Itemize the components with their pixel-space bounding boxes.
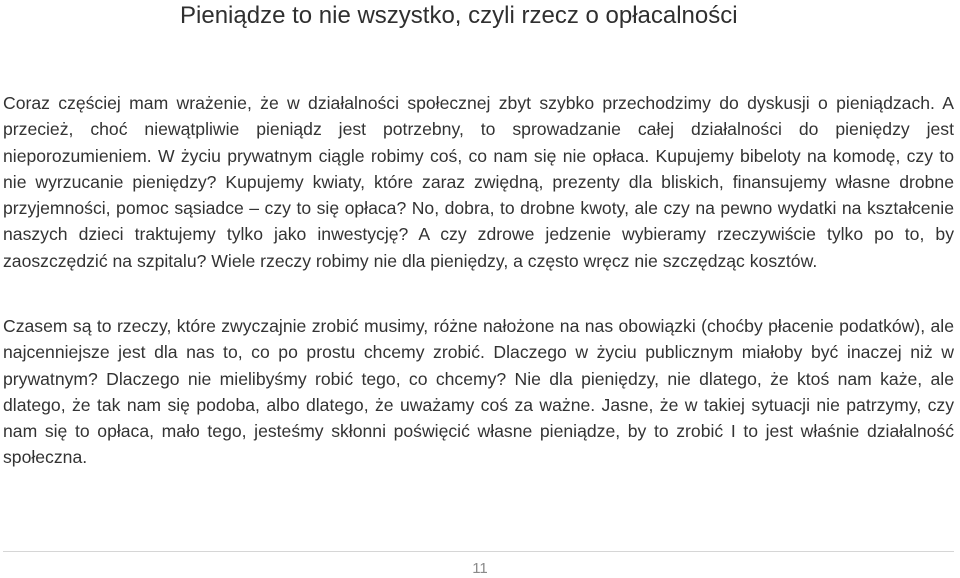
paragraph-2: Czasem są to rzeczy, które zwyczajnie zrobić musimy, różne nałożone na nas obowiązki (choćby płacenie podatków), ale najcenniejsze jest dla nas to, co po prostu chcemy zrobić. Dlaczego w życiu publicznym miałoby być inaczej niż w prywatnym? Dlaczego nie mielibyśmy robić tego, co chcemy? Nie dla pieniędzy, nie dlatego, że ktoś nam każe, ale dlatego, że tak nam się podoba, albo dlatego, że uważamy coś za ważne. Jasne, że w takiej sytuacji nie patrzymy, czy nam się to opłaca, mało tego, jesteśmy skłonni poświęcić własne pieniądze, by to zrobić I to jest właśnie działalność społeczna. [3,316,954,468]
page-title: Pieniądze to nie wszystko, czyli rzecz o opłacalności [180,2,738,29]
paragraph-1: Coraz częściej mam wrażenie, że w działalności społecznej zbyt szybko przechodzimy do dyskusji o pieniądzach. A przecież, choć niewątpliwie pieniądz jest potrzebny, to sprowadzanie całej działalności do pieniędzy jest nieporozumieniem. W życiu prywatnym ciągle robimy coś, co nam się nie opłaca. Kupujemy bibeloty na komodę, czy to nie wyrzucanie pieniędzy? Kupujemy kwiaty, które zaraz zwiędną, prezenty dla bliskich, finansujemy własne drobne przyjemności, pomoc sąsiadce – czy to się opłaca? No, dobra, to drobne kwoty, ale czy na pewno wydatki na kształcenie naszych dzieci traktujemy tylko jako inwestycję? A czy zdrowe jedzenie wybieramy rzeczywiście tylko po to, by zaoszczędzić na szpitalu? Wiele rzeczy robimy nie dla pieniędzy, a często wręcz nie szczędząc kosztów. [3,93,954,271]
page-number: 11 [472,560,488,577]
footer-divider [3,551,954,552]
